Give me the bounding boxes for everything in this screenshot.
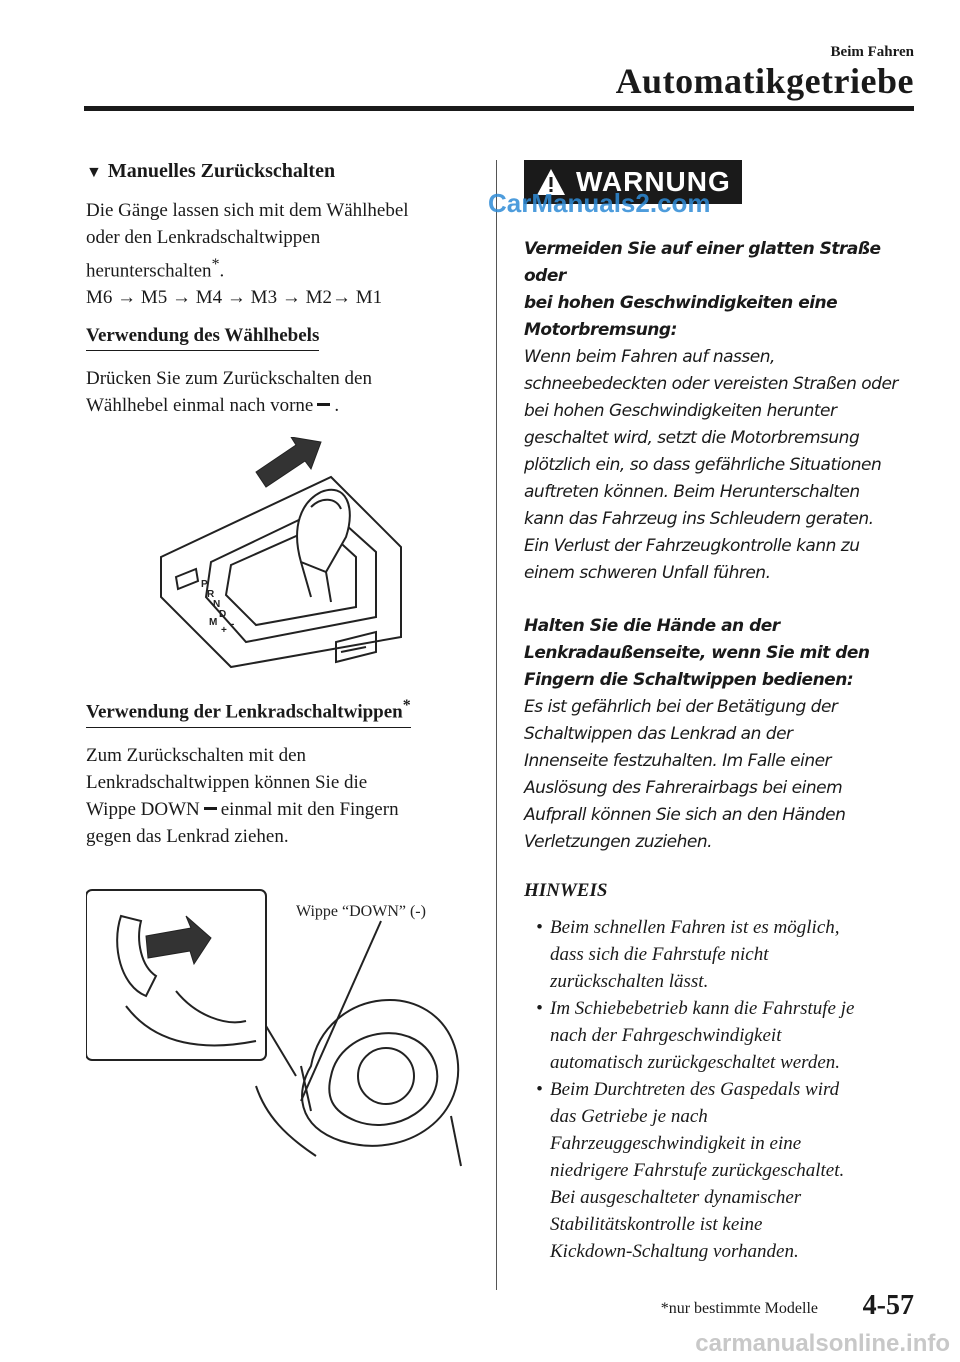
- minus-icon: [204, 807, 217, 810]
- footnote-star: *: [211, 256, 220, 273]
- page-title: Automatikgetriebe: [615, 61, 914, 101]
- shifter-label-n: N: [213, 599, 221, 611]
- header-section-label: Beim Fahren: [830, 44, 914, 60]
- shifter-illustration: [151, 437, 411, 677]
- shifter-label-m: M: [209, 617, 218, 629]
- warning-1-title: Vermeiden Sie auf einer glatten Straße oder bei hohen Geschwindigkeiten eine Motorbremsung:: [524, 239, 881, 340]
- page-number: 4-57: [862, 1290, 914, 1321]
- note-heading: HINWEIS: [524, 880, 608, 901]
- shifter-label-plus: +: [221, 625, 227, 637]
- left-column: [86, 160, 476, 1176]
- triangle-marker-icon: ▼: [86, 164, 102, 181]
- list-item: • Beim Durchtreten des Gaspedals wird das Getriebe je nach Fahrzeuggeschwindigkeit in eine niedrigere Fahrstufe zurückgeschaltet. Bei ausgeschalteter dynamischer Stabilitätskontrolle ist keine Kickdown-Schaltung vorhanden.: [536, 1079, 845, 1262]
- gear-sequence: M6 → M5 → M4 → M3 → M2→ M1: [86, 287, 383, 309]
- watermark-top: CarManuals2.com: [488, 188, 711, 218]
- intro-paragraph: Die Gänge lassen sich mit dem Wählhebel oder den Lenkradschaltwippen herunterschalten*. M6 → M5 → M4 → M3 → M2→ M1: [86, 200, 409, 309]
- list-item: • Im Schiebebetrieb kann die Fahrstufe je nach der Fahrgeschwindigkeit automatisch zurückgeschaltet werden.: [536, 998, 855, 1073]
- right-column: [524, 160, 924, 1265]
- header-rule: [84, 106, 914, 111]
- minus-icon: [317, 403, 330, 406]
- watermark-bottom: carmanualsonline.info: [695, 1330, 950, 1357]
- warning-1-body: Wenn beim Fahren auf nassen, schneebedeckten oder vereisten Straßen oder bei hohen Geschwindigkeiten herunter geschaltet wird, setzt die Motorbremsung plötzlich ein, so dass gefährliche Situationen auftreten können. Beim Herunterschalten kann das Fahrzeug ins Schleudern geraten. Ein Verlust der Fahrzeugkontrolle kann zu einem schweren Unfall führen.: [524, 347, 898, 583]
- paddles-paragraph: Zum Zurückschalten mit den Lenkradschaltwippen können Sie die Wippe DOWN einmal mit den Fingern gegen das Lenkrad ziehen.: [86, 744, 399, 847]
- warning-badge: WARNUNG: [524, 160, 742, 204]
- list-item: • Beim schnellen Fahren ist es möglich, dass sich die Fahrstufe nicht zurückschalten lässt.: [536, 917, 840, 992]
- column-divider: [496, 160, 497, 1290]
- subheading-selector-lever: Verwendung des Wählhebels: [86, 325, 319, 351]
- subheading-paddles: Verwendung der Lenkradschaltwippen*: [86, 697, 411, 727]
- warning-2-title: Halten Sie die Hände an der Lenkradaußenseite, wenn Sie mit den Fingern die Schaltwippen bedienen:: [524, 616, 870, 690]
- footnote-star: *: [402, 697, 411, 715]
- shifter-label-r: R: [207, 589, 215, 601]
- shifter-label-minus: -: [231, 619, 235, 631]
- shifter-label-d: D: [219, 609, 227, 621]
- figure-label-paddle: Wippe “DOWN” (-): [296, 902, 426, 920]
- shifter-label-p: P: [201, 579, 208, 591]
- footnote-text: *nur bestimmte Modelle: [660, 1300, 818, 1317]
- steering-paddle-illustration: [86, 876, 476, 1176]
- warning-2-body: Es ist gefährlich bei der Betätigung der Schaltwippen das Lenkrad an der Innenseite festzuhalten. Im Falle einer Auslösung des Fahrerairbags bei einem Aufprall können Sie sich an den Händen Verletzungen zuziehen.: [524, 697, 846, 852]
- note-list: [524, 914, 924, 1265]
- forward-arrow-icon: [256, 437, 321, 487]
- section-heading: ▼ Manuelles Zurückschalten: [86, 160, 336, 182]
- selector-lever-paragraph: Drücken Sie zum Zurückschalten den Wählhebel einmal nach vorne .: [86, 368, 372, 417]
